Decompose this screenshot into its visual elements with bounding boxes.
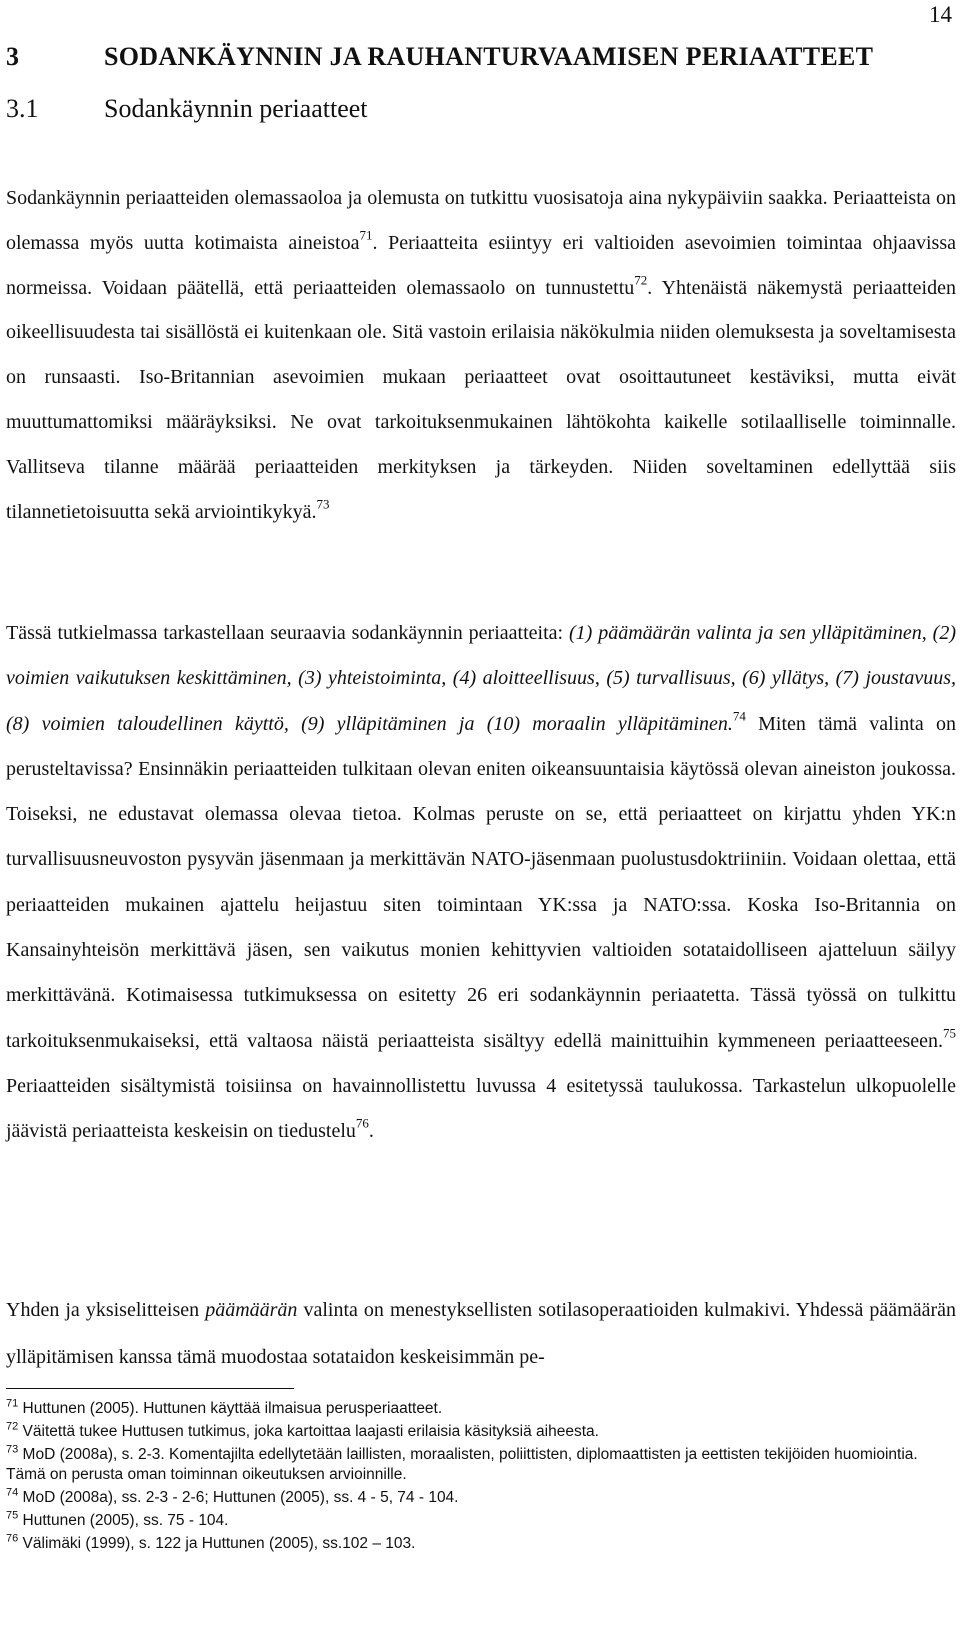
footnote-text: Huttunen (2005), ss. 75 - 104. [18,1512,229,1530]
footnote-text: MoD (2008a), s. 2-3. Komentajilta edellytetään laillisten, moraalisten, poliittisten, diplomaattisten ja eettisten tekijöiden huomiointia. Tämä on perusta oman toiminnan oikeutuksen arvioinnille. [6,1446,918,1483]
section-title: Sodankäynnin periaatteet [104,94,368,123]
footnote-separator [6,1388,294,1389]
footnote-ref-74[interactable]: 74 [732,707,746,723]
footnote-number: 71 [6,1397,19,1410]
footnote-ref-75[interactable]: 75 [943,1024,956,1040]
footnote-ref-76[interactable]: 76 [355,1115,369,1131]
footnote-text: Huttunen (2005). Huttunen käyttää ilmaisua perusperiaatteet. [18,1400,443,1417]
footnote-74 [6,1488,956,1507]
footnote-number: 72 [6,1420,19,1433]
footnote-number: 74 [6,1486,19,1499]
principles-list-italic: (1) päämäärän valinta ja sen ylläpitäminen, (2) voimien vaikutuksen keskittäminen, (3) yhteistoiminta, (4) aloitteellisuus, (5) turvallisuus, (6) yllätys, (7) joustavuus, (8) voimien taloudellinen käyttö, (9) ylläpitäminen ja (10) moraalin ylläpitäminen. [6,622,956,735]
objective-italic: päämäärän [205,1299,298,1321]
paragraph-text: Miten tämä valinta on perusteltavissa? Ensinnäkin periaatteiden tulkitaan olevan eniten oikeansuuntaisia käytössä olevan aineiston joukossa. Toiseksi, ne edustavat olemassa olevaa tietoa. Kolmas peruste on se, että periaatteet on kirjattu yhden YK:n turvallisuusneuvoston pysyvän jäsenmaan ja merkittävän NATO-jäsenmaan puolustusdoktriiniin. Voidaan olettaa, että periaatteiden mukainen ajattelu heijastuu siten toimintaan YK:ssa ja NATO:ssa. Koska Iso-Britannia on Kansainyhteisön merkittävä jäsen, sen vaikutus monien kehittyvien valtioiden sotataidolliseen ajatteluun säilyy merkittävänä. Kotimaisessa tutkimuksessa on esitetty 26 eri sodankäynnin periaatetta. Tässä työssä on tulkittu tarkoituksenmukaiseksi, että valtaosa näistä periaatteista sisältyy edellä mainittuihin kymmeneen periaatteeseen. [6,712,956,1052]
paragraph-principles-intro [6,176,956,534]
footnote-72 [6,1422,956,1441]
chapter-title: SODANKÄYNNIN JA RAUHANTURVAAMISEN PERIAATTEET [104,42,874,71]
paragraph-text: . Periaatteita esiintyy eri valtioiden asevoimien toimintaa ohjaavissa normeissa. Voidaan päätellä, että periaatteiden olemassaolo on tunnustettu [6,231,956,299]
paragraph-text: Yhden ja yksiselitteisen [6,1299,206,1321]
footnote-text: MoD (2008a), ss. 2-3 - 2-6; Huttunen (2005), ss. 4 - 5, 74 - 104. [18,1488,459,1506]
chapter-number: 3 [6,42,20,71]
footnotes [6,1399,956,1557]
section-heading [6,94,368,124]
paragraph-text: Periaatteiden sisältymistä toisiinsa on havainnollistettu luvussa 4 esitetyssä taulukossa. Tarkastelun ulkopuolelle jäävistä periaatteista keskeisin on tiedustelu [6,1074,956,1143]
paragraph-text: . Yhtenäistä näkemystä periaatteiden oikeellisuudesta tai sisällöstä ei kuitenkaan ole. Sitä vastoin erilaisia näkökulmia niiden olemuksesta ja soveltamisesta on runsaasti. Iso-Britannian asevoimien mukaan periaatteet ovat osoittautuneet kestäviksi, mutta eivät muuttumattomiksi määräyksiksi. Ne ovat tarkoituksenmukainen lähtökohta kaikelle sotilaalliselle toiminnalle. Vallitseva tilanne määrää periaatteiden merkityksen ja tärkeyden. Niiden soveltaminen edellyttää siis tilannetietoisuutta sekä arviointikykyä. [6,276,956,523]
paragraph-text: Sodankäynnin periaatteiden olemassaoloa ja olemusta on tutkittu vuosisatoja aina nykypäiviin saakka. Periaatteista on olemassa myös uutta kotimaista aineistoa [6,187,956,254]
paragraph-text: . [368,1120,374,1143]
footnote-71 [6,1399,956,1418]
footnote-75 [6,1511,956,1530]
footnote-text: Välimäki (1999), s. 122 ja Huttunen (2005), ss.102 – 103. [18,1535,416,1553]
paragraph-text: Tässä tutkielmassa tarkastellaan seuraavia sodankäynnin periaatteita: [6,622,569,644]
paragraph-principles-list [6,611,956,1155]
footnote-text: Väitettä tukee Huttusen tutkimus, joka kartoittaa laajasti erilaisia käsityksiä aiheesta. [18,1423,599,1441]
footnote-ref-73[interactable]: 73 [316,495,330,511]
footnote-ref-71[interactable]: 71 [359,227,373,243]
footnote-number: 76 [6,1532,19,1545]
paragraph-text: valinta on menestyksellisten sotilasoperaatioiden kulmakivi. Yhdessä päämäärän ylläpitämisen kanssa tämä muodostaa sotataidon keskeisimmän pe- [6,1299,956,1368]
chapter-heading [6,42,956,72]
page-number: 14 [929,2,952,27]
footnote-76 [6,1534,956,1553]
footnote-ref-72[interactable]: 72 [634,271,648,287]
footnote-number: 75 [6,1509,19,1522]
footnote-number: 73 [6,1443,19,1456]
paragraph-objective [6,1287,956,1381]
section-number: 3.1 [6,94,39,123]
footnote-73 [6,1445,956,1483]
